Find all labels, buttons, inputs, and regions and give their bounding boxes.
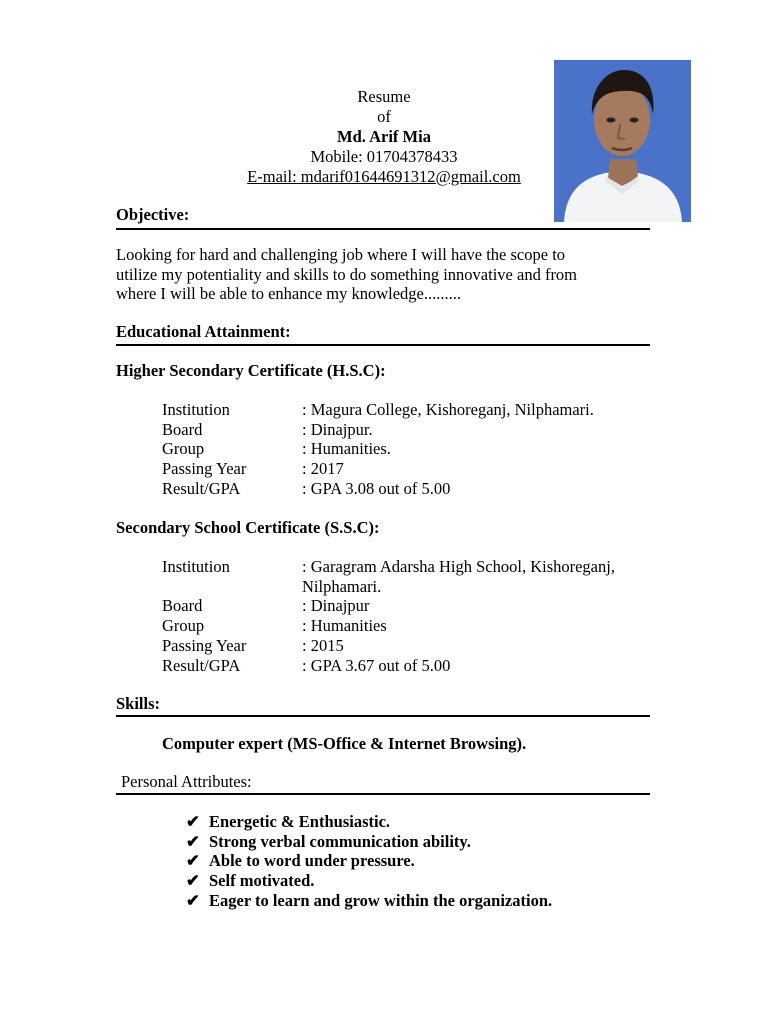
ssc-details <box>162 557 650 675</box>
list-item <box>186 812 552 832</box>
hsc-heading: Higher Secondary Certificate (H.S.C): <box>116 361 386 380</box>
row-label: Result/GPA <box>162 478 241 498</box>
ssc-row-group <box>162 616 650 636</box>
row-value: : Dinajpur. <box>302 419 373 439</box>
skills-heading: Skills: <box>116 694 161 713</box>
candidate-name: Md. Arif Mia <box>337 127 431 146</box>
email-address: E-mail: mdarif01644691312@gmail.com <box>247 167 521 186</box>
row-value-line: : Garagram Adarsha High School, Kishoreganj, <box>302 557 615 576</box>
row-label: Board <box>162 596 203 616</box>
attribute-text: Self motivated. <box>209 871 315 891</box>
objective-line: where I will be able to enhance my knowledge......... <box>116 284 462 304</box>
row-value: : Humanities. <box>302 439 391 459</box>
ssc-row-result <box>162 656 650 676</box>
attribute-text: Strong verbal communication ability. <box>209 831 471 851</box>
hsc-row-board <box>162 420 650 440</box>
row-value: : Dinajpur <box>302 596 370 616</box>
hsc-row-institution <box>162 400 650 420</box>
list-item <box>186 891 552 911</box>
list-item <box>186 871 552 891</box>
attributes-heading: Personal Attributes: <box>121 772 252 791</box>
attribute-text: Eager to learn and grow within the organization. <box>209 890 553 910</box>
objective-text <box>116 245 646 304</box>
row-value: : 2017 <box>302 459 344 479</box>
checkmark-icon: ✔ <box>186 812 200 831</box>
checkmark-icon: ✔ <box>186 851 200 871</box>
row-label: Institution <box>162 400 230 419</box>
hsc-details <box>162 400 650 499</box>
row-label: Board <box>162 419 203 439</box>
row-value: : GPA 3.67 out of 5.00 <box>302 655 451 675</box>
checkmark-icon: ✔ <box>186 871 200 891</box>
ssc-row-institution <box>162 557 650 596</box>
list-item <box>186 832 552 852</box>
attribute-text: Able to word under pressure. <box>209 851 415 871</box>
ssc-row-board <box>162 596 650 616</box>
row-label: Passing Year <box>162 459 247 479</box>
row-value: : 2015 <box>302 635 344 655</box>
row-value: : Magura College, Kishoreganj, Nilphamari. <box>302 400 594 419</box>
row-label: Institution <box>162 557 230 576</box>
attributes-divider <box>116 793 650 795</box>
profile-photo <box>554 60 691 222</box>
attributes-list <box>186 812 552 911</box>
checkmark-icon: ✔ <box>186 890 200 910</box>
hsc-row-group <box>162 439 650 459</box>
row-value: : Humanities <box>302 616 387 636</box>
mobile-number: Mobile: 01704378433 <box>310 147 458 166</box>
row-value <box>302 557 650 596</box>
list-item <box>186 851 552 871</box>
checkmark-icon: ✔ <box>186 831 200 851</box>
resume-title: Resume <box>357 87 411 106</box>
objective-line: Looking for hard and challenging job where I will have the scope to <box>116 245 566 264</box>
attribute-text: Energetic & Enthusiastic. <box>209 812 391 831</box>
row-value-line: Nilphamari. <box>302 576 382 596</box>
objective-line: utilize my potentiality and skills to do something innovative and from <box>116 264 578 284</box>
objective-heading: Objective: <box>116 205 190 224</box>
hsc-row-result <box>162 479 650 499</box>
education-heading: Educational Attainment: <box>116 322 291 341</box>
ssc-row-passing-year <box>162 636 650 656</box>
skill-item: Computer expert (MS-Office & Internet Browsing). <box>162 734 527 753</box>
row-label: Passing Year <box>162 635 247 655</box>
hsc-row-passing-year <box>162 459 650 479</box>
resume-of: of <box>377 107 391 126</box>
row-label: Group <box>162 616 205 636</box>
row-label: Result/GPA <box>162 655 241 675</box>
ssc-heading: Secondary School Certificate (S.S.C): <box>116 518 380 537</box>
person-portrait-icon <box>554 60 691 222</box>
resume-header <box>232 87 536 187</box>
education-divider <box>116 344 650 346</box>
objective-divider <box>116 228 650 230</box>
row-value: : GPA 3.08 out of 5.00 <box>302 478 451 498</box>
row-label: Group <box>162 439 205 459</box>
skills-divider <box>116 715 650 717</box>
